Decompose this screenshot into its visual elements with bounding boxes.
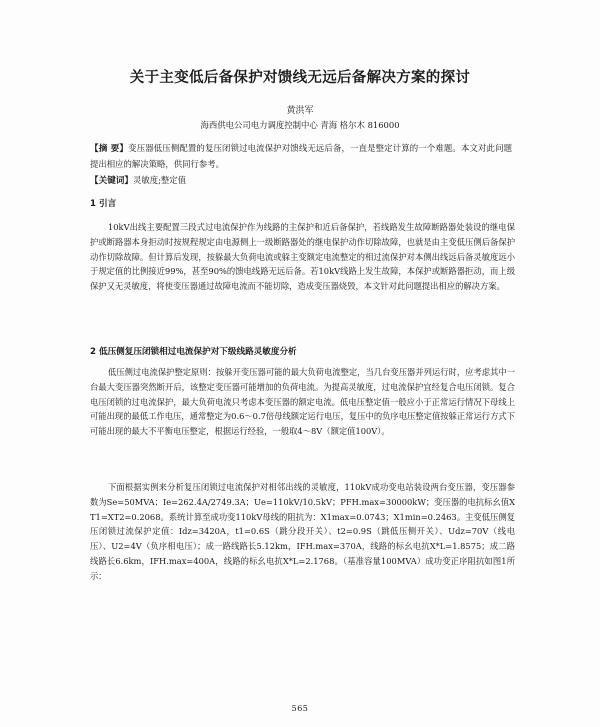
keywords-label: 【关键词】: [90, 176, 133, 186]
paper-title: 关于主变低后备保护对馈线无远后备解决方案的探讨: [129, 70, 471, 86]
abstract-label: 【摘 要】: [90, 144, 129, 154]
section-2-paragraph-2: 下面根据实例来分析复压闭锁过电流保护对相邻出线的灵敏度，110kV成功变电站装设两台变压器，变压器参数为Se=50MVA；Ie=262.4A/2749.3A；Ue=110kV/10.5kV；PFH.max=30000kW；变压器的电抗标幺值XT1=XT2=0.2068。系统计算至成功变110kV母线的阻抗为：X1max=0.0743；X1min=0.2463。主变低压侧复压闭锁过流保护定值：Idz=3420A，t1=0.6S（跳分段开关）、t2=0.9S（跳低压侧开关）、Udz=70V（线电压）、U2=4V（负序相电压）；成一路线路长5.12km，IFH.max=370A，线路的标幺电抗X*L=1.8575；成二路线路长6.6km，IFH.max=400A，线路的标幺电抗X*L=2.1768。（基准容量100MVA）成功变正序阻抗如图1所示：: [90, 482, 515, 581]
keywords: [90, 173, 512, 189]
abstract-text: 变压器低压侧配置的复压闭锁过电流保护对馈线无远后备，一直是整定计算的一个难题。本文对此问题提出相应的解决策略，供同行参考。: [90, 143, 513, 169]
keywords-text: 灵敏度;整定值: [132, 175, 187, 185]
page-number: 565: [291, 704, 309, 713]
section-2-paragraph-1: 低压侧过电流保护整定原则：按躲开变压器可能的最大负荷电流整定，当几台变压器并列运行时，应考虑其中一台最大变压器突然断开后，该整定变压器可能增加的负荷电流。为提高灵敏度，过电流保护宜经复合电压闭锁。复合电压闭锁的过电流保护，最大负荷电流只考虑本变压器的额定电流。低电压整定值一般应小于正常运行情况下母线上可能出现的最低工作电压，通常整定为0.6～0.7倍母线额定运行电压，复压中的负序电压整定值按躲正常运行方式下可能出现的最大不平衡电压整定，根据运行经验，一般取4～8V（额定值100V）。: [90, 367, 515, 437]
author-affiliation: 海西供电公司电力调度控制中心 青海 格尔木 816000: [200, 120, 400, 130]
section-1-paragraph: 10kV出线主要配置三段式过电流保护作为线路的主保护和近后备保护，若线路发生故障断路器处装设的继电保护或断路器本身拒动时按规程规定由电源侧上一级断路器处的继电保护动作切除故障，也就是由主变低压侧后备保护动作切除故障。但计算后发现，按躲最大负荷电流或躲主变额定电流整定的相过流保护对本侧出线远后备灵敏度远小于规定值的比例接近99%，甚至90%的馈电线路无远后备。若10kV线路上发生故障，本保护或断路器拒动，而上级保护又无灵敏度，将使变压器通过故障电流而不能切除，造成变压器烧毁，本文针对此问题提出相应的解决方案。: [90, 222, 515, 292]
section-1-heading: 1 引言: [90, 199, 117, 209]
author-name: 黄洪军: [286, 106, 314, 116]
section-2-heading: 2 低压侧复压闭锁相过电流保护对下级线路灵敏度分析: [90, 347, 297, 357]
abstract: [90, 141, 512, 172]
